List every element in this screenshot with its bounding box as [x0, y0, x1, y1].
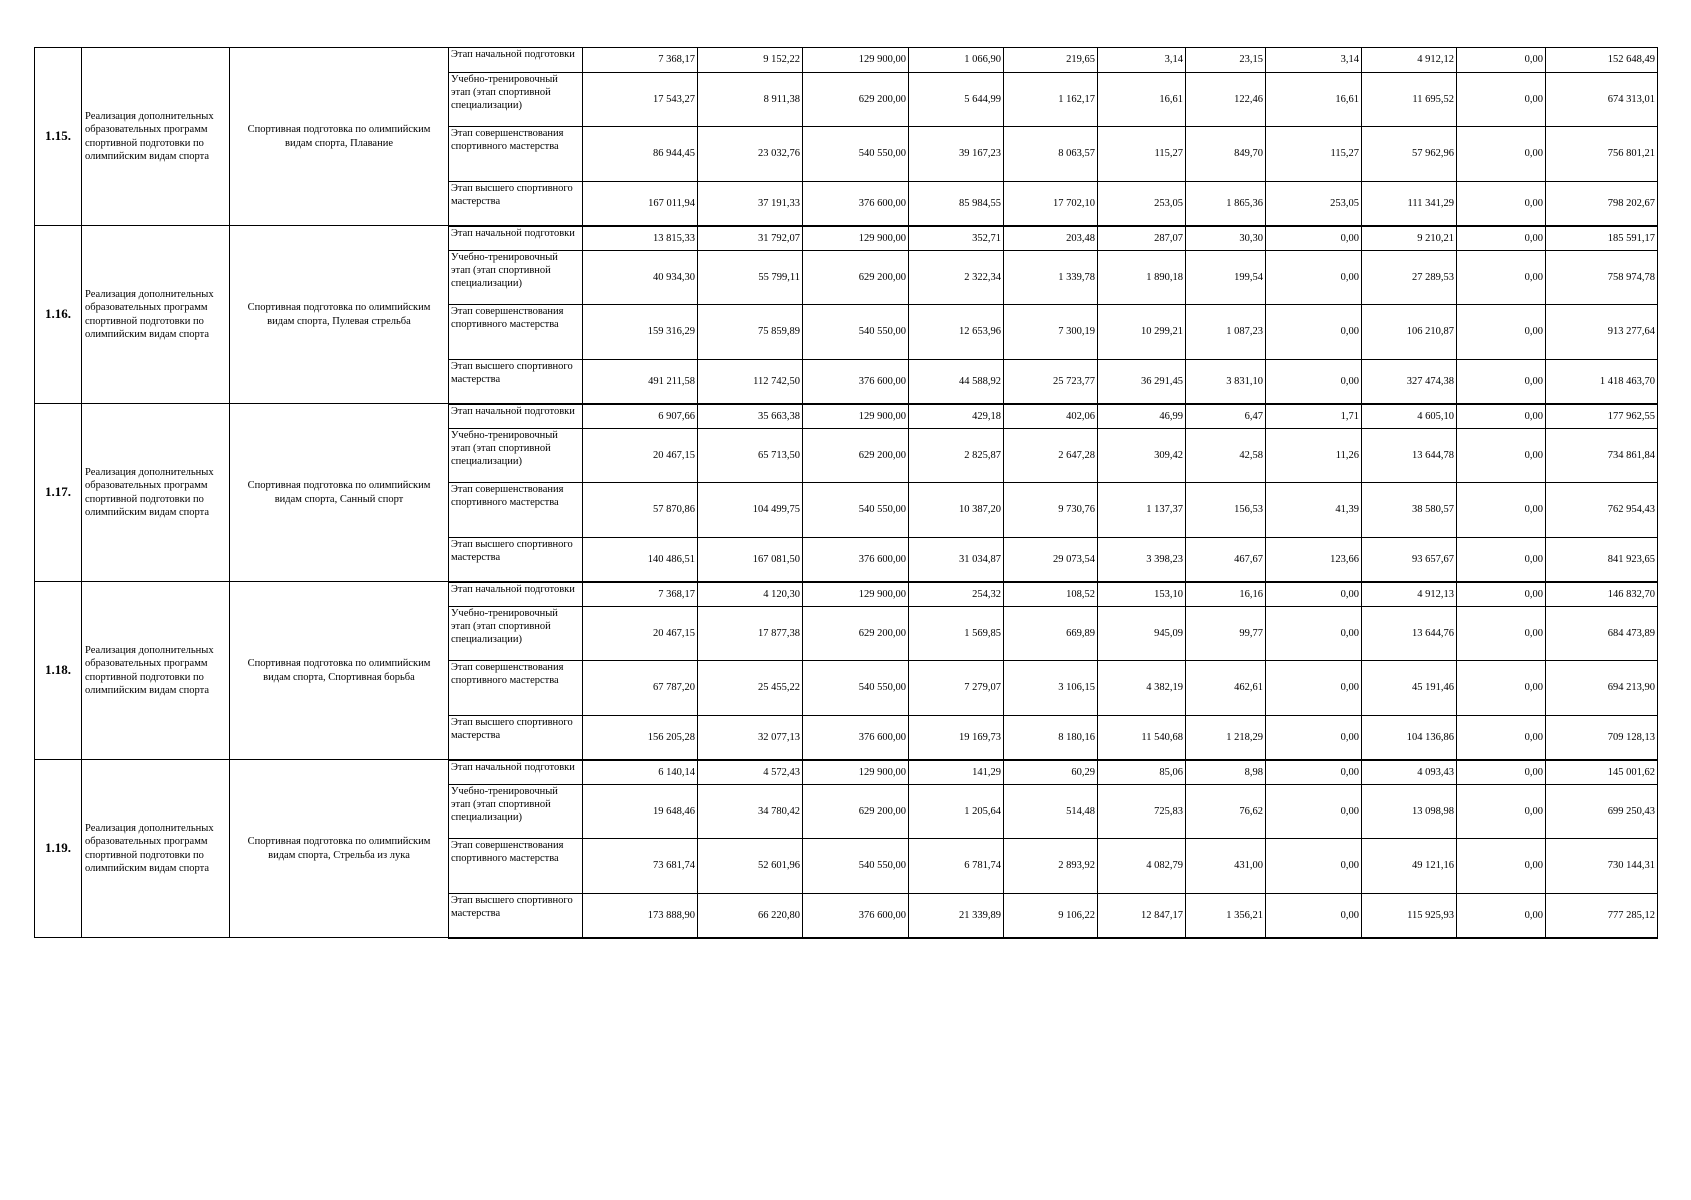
table-row: [35, 582, 1658, 607]
stage-name: Этап совершенствования спортивного мастерства: [449, 839, 583, 894]
value-cell: 115,27: [1266, 127, 1362, 182]
stage-name: Этап совершенствования спортивного мастерства: [449, 661, 583, 716]
value-cell: 7 368,17: [583, 582, 698, 607]
value-cell: 21 339,89: [909, 894, 1004, 938]
value-cell: 734 861,84: [1546, 429, 1658, 483]
value-cell: 0,00: [1457, 839, 1546, 894]
sport-name: Спортивная подготовка по олимпийским видам спорта, Плавание: [230, 48, 449, 226]
value-cell: 104 136,86: [1362, 716, 1457, 760]
value-cell: 798 202,67: [1546, 182, 1658, 226]
value-cell: 19 169,73: [909, 716, 1004, 760]
program-name: Реализация дополнительных образовательных программ спортивной подготовки по олимпийским видам спорта: [82, 48, 230, 226]
value-cell: 0,00: [1266, 760, 1362, 785]
value-cell: 73 681,74: [583, 839, 698, 894]
value-cell: 253,05: [1266, 182, 1362, 226]
value-cell: 29 073,54: [1004, 538, 1098, 582]
value-cell: 9 210,21: [1362, 226, 1457, 251]
value-cell: 25 723,77: [1004, 360, 1098, 404]
value-cell: 709 128,13: [1546, 716, 1658, 760]
value-cell: 629 200,00: [803, 73, 909, 127]
value-cell: 108,52: [1004, 582, 1098, 607]
section-index: 1.16.: [35, 226, 82, 404]
stage-name: Этап начальной подготовки: [449, 226, 583, 251]
value-cell: 376 600,00: [803, 538, 909, 582]
value-cell: 0,00: [1266, 716, 1362, 760]
stage-name: Учебно-тренировочный этап (этап спортивной специализации): [449, 785, 583, 839]
value-cell: 13 815,33: [583, 226, 698, 251]
value-cell: 514,48: [1004, 785, 1098, 839]
value-cell: 46,99: [1098, 404, 1186, 429]
value-cell: 10 387,20: [909, 483, 1004, 538]
value-cell: 540 550,00: [803, 127, 909, 182]
value-cell: 684 473,89: [1546, 607, 1658, 661]
value-cell: 99,77: [1186, 607, 1266, 661]
value-cell: 3,14: [1266, 48, 1362, 73]
value-cell: 0,00: [1266, 785, 1362, 839]
value-cell: 19 648,46: [583, 785, 698, 839]
stage-name: Этап совершенствования спортивного мастерства: [449, 305, 583, 360]
value-cell: 2 647,28: [1004, 429, 1098, 483]
stage-name: Этап начальной подготовки: [449, 404, 583, 429]
value-cell: 31 034,87: [909, 538, 1004, 582]
value-cell: 376 600,00: [803, 360, 909, 404]
value-cell: 1 569,85: [909, 607, 1004, 661]
value-cell: 3 398,23: [1098, 538, 1186, 582]
value-cell: 93 657,67: [1362, 538, 1457, 582]
value-cell: 3 106,15: [1004, 661, 1098, 716]
value-cell: 106 210,87: [1362, 305, 1457, 360]
value-cell: 1 865,36: [1186, 182, 1266, 226]
value-cell: 725,83: [1098, 785, 1186, 839]
value-cell: 0,00: [1266, 360, 1362, 404]
value-cell: 9 106,22: [1004, 894, 1098, 938]
stage-name: Этап совершенствования спортивного мастерства: [449, 127, 583, 182]
value-cell: 1 137,37: [1098, 483, 1186, 538]
value-cell: 49 121,16: [1362, 839, 1457, 894]
value-cell: 762 954,43: [1546, 483, 1658, 538]
value-cell: 0,00: [1266, 661, 1362, 716]
value-cell: 152 648,49: [1546, 48, 1658, 73]
value-cell: 123,66: [1266, 538, 1362, 582]
section-index: 1.17.: [35, 404, 82, 582]
table-row: [35, 760, 1658, 785]
value-cell: 0,00: [1266, 582, 1362, 607]
value-cell: 185 591,17: [1546, 226, 1658, 251]
stage-name: Учебно-тренировочный этап (этап спортивной специализации): [449, 607, 583, 661]
value-cell: 8 180,16: [1004, 716, 1098, 760]
value-cell: 376 600,00: [803, 716, 909, 760]
value-cell: 467,67: [1186, 538, 1266, 582]
section-index: 1.15.: [35, 48, 82, 226]
sport-name: Спортивная подготовка по олимпийским видам спорта, Стрельба из лука: [230, 760, 449, 938]
program-name: Реализация дополнительных образовательных программ спортивной подготовки по олимпийским видам спорта: [82, 760, 230, 938]
value-cell: 758 974,78: [1546, 251, 1658, 305]
value-cell: 7 300,19: [1004, 305, 1098, 360]
value-cell: 0,00: [1457, 404, 1546, 429]
value-cell: 849,70: [1186, 127, 1266, 182]
value-cell: 429,18: [909, 404, 1004, 429]
value-cell: 65 713,50: [698, 429, 803, 483]
value-cell: 35 663,38: [698, 404, 803, 429]
value-cell: 0,00: [1457, 716, 1546, 760]
value-cell: 777 285,12: [1546, 894, 1658, 938]
stage-name: Учебно-тренировочный этап (этап спортивной специализации): [449, 429, 583, 483]
value-cell: 122,46: [1186, 73, 1266, 127]
value-cell: 153,10: [1098, 582, 1186, 607]
sport-name: Спортивная подготовка по олимпийским видам спорта, Пулевая стрельба: [230, 226, 449, 404]
value-cell: 145 001,62: [1546, 760, 1658, 785]
value-cell: 75 859,89: [698, 305, 803, 360]
value-cell: 10 299,21: [1098, 305, 1186, 360]
value-cell: 11 695,52: [1362, 73, 1457, 127]
value-cell: 462,61: [1186, 661, 1266, 716]
sport-name: Спортивная подготовка по олимпийским видам спорта, Спортивная борьба: [230, 582, 449, 760]
value-cell: 1,71: [1266, 404, 1362, 429]
stage-name: Этап высшего спортивного мастерства: [449, 360, 583, 404]
value-cell: 945,09: [1098, 607, 1186, 661]
program-name: Реализация дополнительных образовательных программ спортивной подготовки по олимпийским видам спорта: [82, 582, 230, 760]
stage-name: Этап высшего спортивного мастерства: [449, 538, 583, 582]
value-cell: 7 368,17: [583, 48, 698, 73]
value-cell: 3 831,10: [1186, 360, 1266, 404]
value-cell: 25 455,22: [698, 661, 803, 716]
value-cell: 23 032,76: [698, 127, 803, 182]
value-cell: 41,39: [1266, 483, 1362, 538]
value-cell: 0,00: [1457, 483, 1546, 538]
value-cell: 42,58: [1186, 429, 1266, 483]
value-cell: 57 962,96: [1362, 127, 1457, 182]
value-cell: 913 277,64: [1546, 305, 1658, 360]
value-cell: 115,27: [1098, 127, 1186, 182]
value-cell: 376 600,00: [803, 894, 909, 938]
value-cell: 402,06: [1004, 404, 1098, 429]
value-cell: 0,00: [1457, 182, 1546, 226]
value-cell: 11 540,68: [1098, 716, 1186, 760]
value-cell: 254,32: [909, 582, 1004, 607]
value-cell: 111 341,29: [1362, 182, 1457, 226]
value-cell: 6 907,66: [583, 404, 698, 429]
value-cell: 0,00: [1266, 839, 1362, 894]
value-cell: 756 801,21: [1546, 127, 1658, 182]
value-cell: 1 356,21: [1186, 894, 1266, 938]
stage-name: Этап высшего спортивного мастерства: [449, 182, 583, 226]
sport-name: Спортивная подготовка по олимпийским видам спорта, Санный спорт: [230, 404, 449, 582]
value-cell: 9 152,22: [698, 48, 803, 73]
stage-name: Учебно-тренировочный этап (этап спортивной специализации): [449, 73, 583, 127]
value-cell: 4 382,19: [1098, 661, 1186, 716]
value-cell: 129 900,00: [803, 760, 909, 785]
value-cell: 12 847,17: [1098, 894, 1186, 938]
value-cell: 1 087,23: [1186, 305, 1266, 360]
value-cell: 327 474,38: [1362, 360, 1457, 404]
value-cell: 4 605,10: [1362, 404, 1457, 429]
value-cell: 67 787,20: [583, 661, 698, 716]
value-cell: 2 322,34: [909, 251, 1004, 305]
value-cell: 27 289,53: [1362, 251, 1457, 305]
value-cell: 30,30: [1186, 226, 1266, 251]
value-cell: 85 984,55: [909, 182, 1004, 226]
value-cell: 0,00: [1457, 894, 1546, 938]
value-cell: 173 888,90: [583, 894, 698, 938]
value-cell: 129 900,00: [803, 226, 909, 251]
stage-name: Этап высшего спортивного мастерства: [449, 894, 583, 938]
value-cell: 841 923,65: [1546, 538, 1658, 582]
value-cell: 4 093,43: [1362, 760, 1457, 785]
section-index: 1.18.: [35, 582, 82, 760]
value-cell: 13 098,98: [1362, 785, 1457, 839]
value-cell: 36 291,45: [1098, 360, 1186, 404]
value-cell: 85,06: [1098, 760, 1186, 785]
value-cell: 17 877,38: [698, 607, 803, 661]
stage-name: Этап совершенствования спортивного мастерства: [449, 483, 583, 538]
value-cell: 694 213,90: [1546, 661, 1658, 716]
value-cell: 287,07: [1098, 226, 1186, 251]
value-cell: 0,00: [1457, 73, 1546, 127]
value-cell: 0,00: [1266, 894, 1362, 938]
value-cell: 0,00: [1457, 226, 1546, 251]
table-row: [35, 404, 1658, 429]
value-cell: 0,00: [1266, 305, 1362, 360]
value-cell: 491 211,58: [583, 360, 698, 404]
value-cell: 44 588,92: [909, 360, 1004, 404]
value-cell: 146 832,70: [1546, 582, 1658, 607]
value-cell: 8,98: [1186, 760, 1266, 785]
value-cell: 156 205,28: [583, 716, 698, 760]
value-cell: 45 191,46: [1362, 661, 1457, 716]
stage-name: Этап начальной подготовки: [449, 48, 583, 73]
value-cell: 1 418 463,70: [1546, 360, 1658, 404]
value-cell: 0,00: [1457, 360, 1546, 404]
value-cell: 540 550,00: [803, 483, 909, 538]
value-cell: 4 572,43: [698, 760, 803, 785]
value-cell: 5 644,99: [909, 73, 1004, 127]
value-cell: 0,00: [1457, 760, 1546, 785]
value-cell: 629 200,00: [803, 785, 909, 839]
value-cell: 1 162,17: [1004, 73, 1098, 127]
program-name: Реализация дополнительных образовательных программ спортивной подготовки по олимпийским видам спорта: [82, 226, 230, 404]
value-cell: 6 140,14: [583, 760, 698, 785]
stage-name: Этап начальной подготовки: [449, 582, 583, 607]
value-cell: 16,61: [1266, 73, 1362, 127]
value-cell: 112 742,50: [698, 360, 803, 404]
value-cell: 0,00: [1457, 661, 1546, 716]
value-cell: 376 600,00: [803, 182, 909, 226]
value-cell: 1 205,64: [909, 785, 1004, 839]
value-cell: 52 601,96: [698, 839, 803, 894]
value-cell: 23,15: [1186, 48, 1266, 73]
value-cell: 0,00: [1457, 582, 1546, 607]
value-cell: 4 912,12: [1362, 48, 1457, 73]
value-cell: 40 934,30: [583, 251, 698, 305]
value-cell: 7 279,07: [909, 661, 1004, 716]
cost-table: [34, 47, 1658, 939]
value-cell: 431,00: [1186, 839, 1266, 894]
value-cell: 253,05: [1098, 182, 1186, 226]
value-cell: 167 081,50: [698, 538, 803, 582]
table-row: [35, 48, 1658, 73]
value-cell: 0,00: [1457, 251, 1546, 305]
value-cell: 4 082,79: [1098, 839, 1186, 894]
stage-name: Учебно-тренировочный этап (этап спортивной специализации): [449, 251, 583, 305]
section-index: 1.19.: [35, 760, 82, 938]
value-cell: 0,00: [1266, 607, 1362, 661]
value-cell: 2 893,92: [1004, 839, 1098, 894]
value-cell: 1 339,78: [1004, 251, 1098, 305]
value-cell: 39 167,23: [909, 127, 1004, 182]
value-cell: 629 200,00: [803, 251, 909, 305]
value-cell: 57 870,86: [583, 483, 698, 538]
value-cell: 20 467,15: [583, 607, 698, 661]
value-cell: 177 962,55: [1546, 404, 1658, 429]
value-cell: 20 467,15: [583, 429, 698, 483]
value-cell: 674 313,01: [1546, 73, 1658, 127]
value-cell: 0,00: [1457, 538, 1546, 582]
value-cell: 129 900,00: [803, 48, 909, 73]
value-cell: 17 543,27: [583, 73, 698, 127]
value-cell: 669,89: [1004, 607, 1098, 661]
value-cell: 13 644,78: [1362, 429, 1457, 483]
value-cell: 0,00: [1457, 48, 1546, 73]
value-cell: 629 200,00: [803, 429, 909, 483]
value-cell: 31 792,07: [698, 226, 803, 251]
program-name: Реализация дополнительных образовательных программ спортивной подготовки по олимпийским видам спорта: [82, 404, 230, 582]
value-cell: 4 912,13: [1362, 582, 1457, 607]
table-row: [35, 226, 1658, 251]
value-cell: 12 653,96: [909, 305, 1004, 360]
value-cell: 0,00: [1457, 305, 1546, 360]
value-cell: 3,14: [1098, 48, 1186, 73]
value-cell: 203,48: [1004, 226, 1098, 251]
value-cell: 129 900,00: [803, 582, 909, 607]
value-cell: 76,62: [1186, 785, 1266, 839]
value-cell: 8 911,38: [698, 73, 803, 127]
value-cell: 141,29: [909, 760, 1004, 785]
value-cell: 167 011,94: [583, 182, 698, 226]
value-cell: 0,00: [1457, 785, 1546, 839]
value-cell: 38 580,57: [1362, 483, 1457, 538]
value-cell: 9 730,76: [1004, 483, 1098, 538]
value-cell: 156,53: [1186, 483, 1266, 538]
value-cell: 199,54: [1186, 251, 1266, 305]
value-cell: 2 825,87: [909, 429, 1004, 483]
value-cell: 540 550,00: [803, 305, 909, 360]
value-cell: 66 220,80: [698, 894, 803, 938]
value-cell: 104 499,75: [698, 483, 803, 538]
value-cell: 0,00: [1266, 251, 1362, 305]
value-cell: 4 120,30: [698, 582, 803, 607]
value-cell: 86 944,45: [583, 127, 698, 182]
value-cell: 540 550,00: [803, 839, 909, 894]
value-cell: 352,71: [909, 226, 1004, 251]
value-cell: 37 191,33: [698, 182, 803, 226]
value-cell: 540 550,00: [803, 661, 909, 716]
value-cell: 0,00: [1457, 429, 1546, 483]
value-cell: 0,00: [1457, 127, 1546, 182]
value-cell: 129 900,00: [803, 404, 909, 429]
value-cell: 16,16: [1186, 582, 1266, 607]
stage-name: Этап начальной подготовки: [449, 760, 583, 785]
value-cell: 13 644,76: [1362, 607, 1457, 661]
value-cell: 730 144,31: [1546, 839, 1658, 894]
value-cell: 219,65: [1004, 48, 1098, 73]
value-cell: 309,42: [1098, 429, 1186, 483]
value-cell: 1 890,18: [1098, 251, 1186, 305]
value-cell: 629 200,00: [803, 607, 909, 661]
value-cell: 1 066,90: [909, 48, 1004, 73]
stage-name: Этап высшего спортивного мастерства: [449, 716, 583, 760]
value-cell: 159 316,29: [583, 305, 698, 360]
value-cell: 1 218,29: [1186, 716, 1266, 760]
value-cell: 32 077,13: [698, 716, 803, 760]
value-cell: 115 925,93: [1362, 894, 1457, 938]
value-cell: 55 799,11: [698, 251, 803, 305]
value-cell: 140 486,51: [583, 538, 698, 582]
value-cell: 60,29: [1004, 760, 1098, 785]
value-cell: 699 250,43: [1546, 785, 1658, 839]
value-cell: 34 780,42: [698, 785, 803, 839]
value-cell: 6 781,74: [909, 839, 1004, 894]
value-cell: 17 702,10: [1004, 182, 1098, 226]
value-cell: 16,61: [1098, 73, 1186, 127]
value-cell: 0,00: [1266, 226, 1362, 251]
value-cell: 0,00: [1457, 607, 1546, 661]
value-cell: 8 063,57: [1004, 127, 1098, 182]
value-cell: 6,47: [1186, 404, 1266, 429]
value-cell: 11,26: [1266, 429, 1362, 483]
